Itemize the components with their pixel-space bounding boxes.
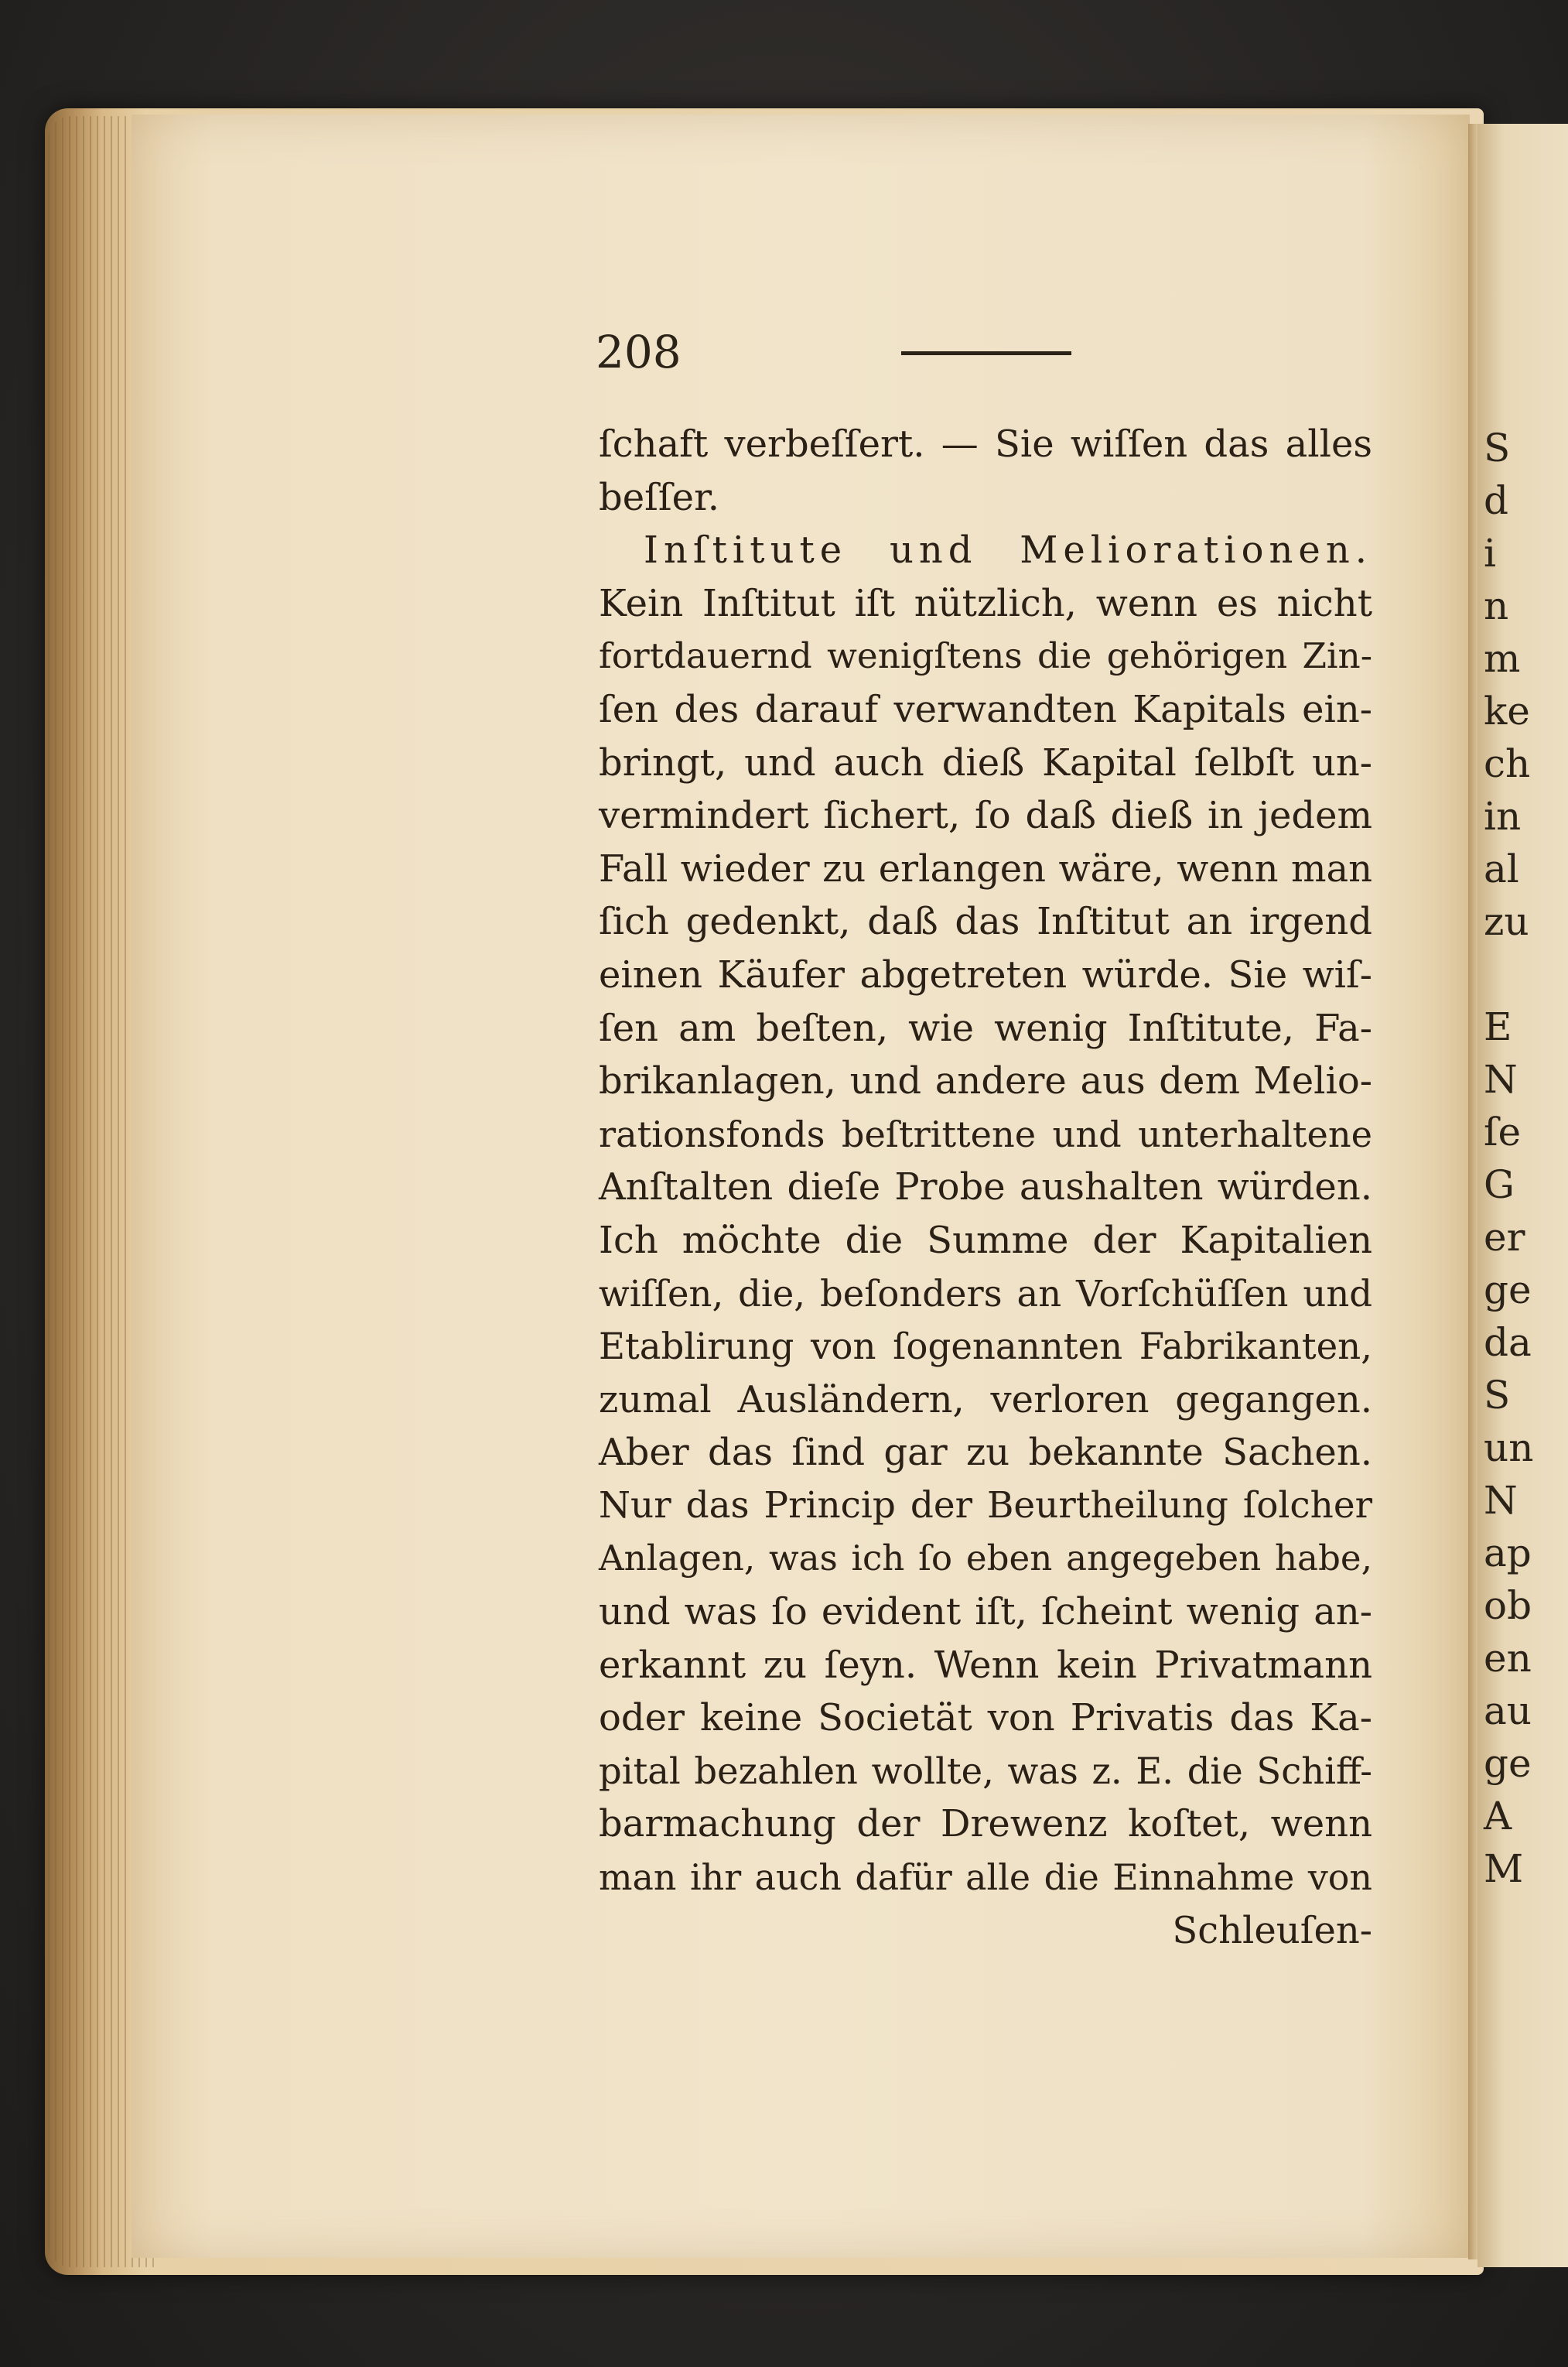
text-line: Anſtalten dieſe Probe aushalten würden. [599,1165,1372,1209]
right-page-fragment-line: en [1484,1636,1532,1681]
right-page-fragment-line: ge [1484,1267,1532,1312]
text-line: brikanlagen, und andere aus dem Melio- [599,1059,1372,1103]
right-page-fragment-line: A [1484,1794,1512,1839]
right-page-fragment-line: d [1484,478,1509,523]
right-page-fragment-line: E [1484,1004,1512,1049]
text-line: und was ſo evident iſt, ſcheint wenig an- [599,1590,1372,1634]
right-page-fragment-line: m [1484,636,1521,681]
text-line: wiſſen, die, beſonders an Vorſchüſſen und [599,1272,1372,1315]
book-gutter [1468,124,1477,2259]
text-line: ſen des darauf verwandten Kapitals ein- [599,687,1372,731]
text-line: Anlagen, was ich ſo eben angegeben habe, [599,1538,1372,1579]
right-page-fragment-line: ap [1484,1531,1532,1575]
text-line: Kein Inſtitut iſt nützlich, wenn es nicht [599,581,1372,625]
right-page-fragment-line: zu [1484,899,1529,944]
text-line: bringt, und auch dieß Kapital ſelbſt un- [599,741,1372,785]
right-page-fragment-line: ſe [1484,1110,1522,1154]
right-page-fragment-line: ge [1484,1741,1532,1786]
text-line: barmachung der Drewenz koſtet, wenn [599,1802,1372,1846]
right-page-fragment-line: in [1484,794,1522,839]
text-line: ſchaft verbeſſert. — Sie wiſſen das alles [599,422,1372,466]
right-page-fragment [1477,124,1568,2267]
right-page-fragment-line: S [1484,426,1511,470]
text-line: erkannt zu ſeyn. Wenn kein Privatmann [599,1643,1372,1687]
header-rule [901,351,1071,355]
right-page-fragment-line: ke [1484,689,1530,734]
page-number: 208 [596,326,682,378]
right-page-fragment-line [1484,948,1533,1001]
right-page-fragment-line: G [1484,1162,1515,1207]
text-line: rationsfonds beſtrittene und unterhaltene [599,1113,1372,1155]
right-page-fragment-line: da [1484,1320,1532,1365]
right-page-fragment-line: S [1484,1373,1511,1418]
text-line: beſſer. [599,475,719,519]
right-page-fragment-line: au [1484,1688,1532,1733]
text-line: Etablirung von ſogenannten Fabrikanten, [599,1325,1372,1368]
right-page-fragment-line: n [1484,583,1509,628]
right-page-text-fragments [1484,422,1533,1895]
catchword: Schleuſen- [1172,1908,1372,1952]
right-page-fragment-line: al [1484,847,1519,891]
page-header [596,325,1369,387]
text-line: ſich gedenkt, daß das Inſtitut an irgend [599,900,1372,944]
right-page-fragment-line: N [1484,1478,1518,1523]
text-line: vermindert ſichert, ſo daß dieß in jedem [599,794,1372,838]
text-line: zumal Ausländern, verloren gegangen. [599,1377,1372,1421]
page-body-text [599,418,1372,1957]
right-page-fragment-line: M [1484,1846,1524,1891]
right-page-fragment-line: i [1484,531,1496,576]
text-line: man ihr auch dafür alle die Einnahme von [599,1856,1372,1899]
right-page-fragment-line: ch [1484,741,1531,786]
right-page-fragment-line: ob [1484,1583,1532,1628]
text-line: oder keine Societät von Privatis das Ka- [599,1696,1372,1740]
right-page-fragment-line: er [1484,1215,1525,1260]
text-line: Aber das ſind gar zu bekannte Sachen. [599,1431,1372,1475]
text-line: fortdauernd wenigſtens die gehörigen Zin- [599,635,1372,677]
section-heading-line: Inſtitute und Meliorationen. [644,528,1372,573]
right-page-fragment-line: N [1484,1057,1518,1102]
text-line: einen Käufer abgetreten würde. Sie wiſ- [599,953,1372,997]
text-line: ſen am beſten, wie wenig Inſtitute, Fa- [599,1006,1372,1050]
text-line: pital bezahlen wollte, was z. E. die Schiff- [599,1750,1372,1792]
right-page-fragment-line: un [1484,1425,1534,1470]
text-line: Ich möchte die Summe der Kapitalien [599,1218,1372,1262]
text-line: Fall wieder zu erlangen wäre, wenn man [599,847,1372,891]
text-line: Nur das Princip der Beurtheilung ſolcher [599,1483,1372,1527]
